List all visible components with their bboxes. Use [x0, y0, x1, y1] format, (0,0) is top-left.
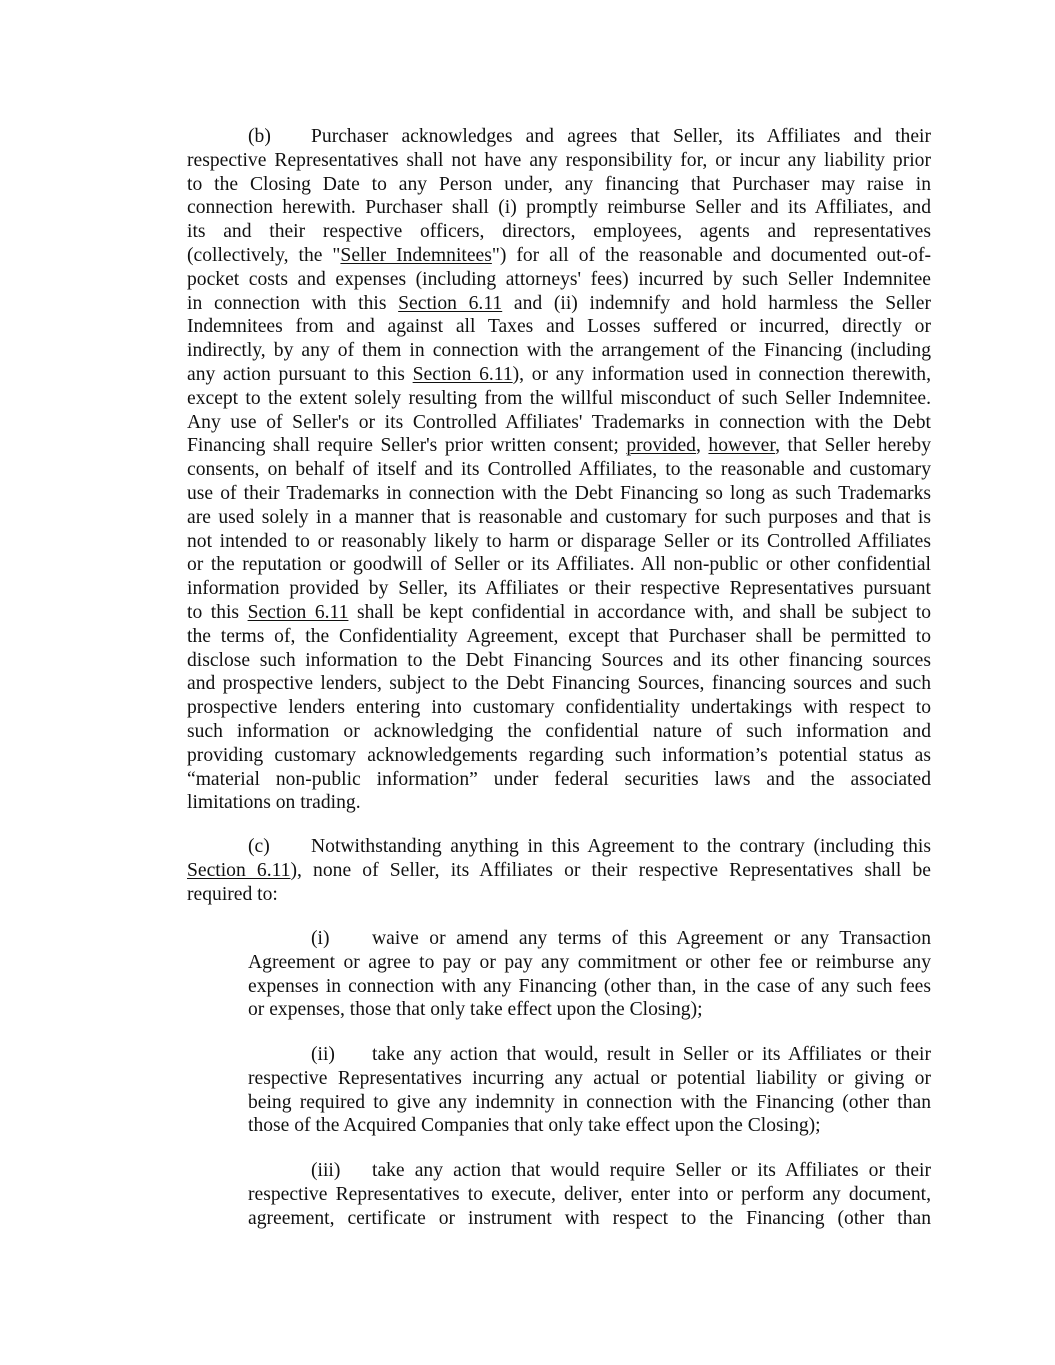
text-line: or the reputation or goodwill of Seller or its Affiliates. All non-public or other confidential: [187, 554, 931, 576]
text-line: its and their respective officers, directors, employees, agents and representatives: [187, 221, 931, 243]
text-line: respective Representatives incurring any actual or potential liability or giving or: [248, 1067, 931, 1089]
text-line: use of their Trademarks in connection with the Debt Financing so long as such Trademarks: [187, 482, 931, 504]
text-line: respective Representatives shall not have any responsibility for, or incur any liability prior: [187, 149, 931, 171]
text-line: any action pursuant to this Section 6.11), or any information used in connection therewith,: [187, 363, 932, 385]
underlined-term: Section 6.11: [247, 601, 349, 623]
text-line: Any use of Seller's or its Controlled Affiliates' Trademarks in connection with the Debt: [187, 411, 931, 433]
text-line: in connection with this Section 6.11 and (ii) indemnify and hold harmless the Seller: [187, 292, 931, 314]
text-line: being required to give any indemnity in connection with the Financing (other than: [248, 1091, 931, 1113]
paragraph-b: [187, 125, 931, 815]
paragraph-label: (i): [311, 928, 330, 949]
text-line: pocket costs and expenses (including attorneys' fees) incurred by such Seller Indemnitee: [187, 268, 931, 290]
text-line: [248, 927, 931, 951]
paragraph-label: (b): [248, 126, 271, 147]
text-line: Financing shall require Seller's prior written consent; provided, however, that Seller hereby: [187, 435, 931, 457]
paragraph-label: (c): [248, 836, 270, 857]
underlined-term: Section 6.11: [412, 363, 513, 385]
text-line: (collectively, the "Seller Indemnitees") for all of the reasonable and documented out-of-: [187, 244, 932, 266]
text-line: [248, 1159, 931, 1183]
text-line: disclose such information to the Debt Financing Sources and its other financing sources: [187, 649, 931, 671]
text-line: Section 6.11), none of Seller, its Affiliates or their respective Representatives shall be: [187, 859, 932, 881]
text-line: expenses in connection with any Financing (other than, in the case of any such fees: [248, 975, 931, 997]
text-line: consents, on behalf of itself and its Controlled Affiliates, to the reasonable and customary: [187, 459, 931, 481]
text-line: prospective lenders entering into customary confidentiality undertakings with respect to: [187, 697, 931, 719]
text-line: providing customary acknowledgements regarding such information’s potential status as: [187, 744, 931, 766]
text-line: not intended to or reasonably likely to harm or disparage Seller or its Controlled Affiliates: [187, 530, 931, 552]
text-line: required to:: [187, 883, 278, 905]
text-line: [187, 835, 931, 859]
text-line: or expenses, those that only take effect upon the Closing);: [248, 999, 703, 1021]
paragraph-first-line: take any action that would require Seller or its Affiliates or their: [372, 1160, 931, 1181]
paragraph-c: [187, 835, 931, 906]
underlined-term: Section 6.11: [187, 859, 291, 881]
text-line: to this Section 6.11 shall be kept confidential in accordance with, and shall be subject to: [187, 601, 931, 623]
text-line: Agreement or agree to pay or pay any commitment or other fee or reimburse any: [248, 951, 931, 973]
paragraph-label: (ii): [311, 1044, 335, 1065]
text-line: agreement, certificate or instrument with respect to the Financing (other than: [248, 1207, 931, 1229]
underlined-term: Seller Indemnitees: [340, 244, 492, 266]
text-line: to the Closing Date to any Person under, any financing that Purchaser may raise in: [187, 173, 931, 195]
paragraph-i: [248, 927, 931, 1022]
text-line: Indemnitees from and against all Taxes and Losses suffered or incurred, directly or: [187, 316, 931, 338]
text-line: except to the extent solely resulting from the willful misconduct of such Seller Indemnitee.: [187, 387, 931, 409]
underlined-term: Section 6.11: [398, 292, 503, 314]
text-line: and prospective lenders, subject to the Debt Financing Sources, financing sources and such: [187, 673, 931, 695]
paragraph-ii: [248, 1043, 931, 1138]
underlined-term: provided: [626, 435, 696, 457]
paragraph-first-line: Purchaser acknowledges and agrees that Seller, its Affiliates and their: [311, 126, 931, 147]
text-line: such information or acknowledging the confidential nature of such information and: [187, 720, 931, 742]
paragraph-label: (iii): [311, 1160, 341, 1181]
text-line: “material non-public information” under federal securities laws and the associated: [187, 768, 931, 790]
text-line: connection herewith. Purchaser shall (i) promptly reimburse Seller and its Affiliates, and: [187, 197, 931, 219]
text-line: [248, 1043, 931, 1067]
text-line: are used solely in a manner that is reasonable and customary for such purposes and that is: [187, 506, 931, 528]
text-line: respective Representatives to execute, deliver, enter into or perform any document,: [248, 1183, 931, 1205]
text-line: those of the Acquired Companies that only take effect upon the Closing);: [248, 1115, 821, 1137]
paragraph-first-line: take any action that would, result in Seller or its Affiliates or their: [372, 1044, 931, 1065]
text-line: limitations on trading.: [187, 792, 361, 814]
text-line: the terms of, the Confidentiality Agreement, except that Purchaser shall be permitted to: [187, 625, 931, 647]
underlined-term: however: [708, 435, 776, 457]
text-line: information provided by Seller, its Affiliates or their respective Representatives pursuant: [187, 578, 931, 600]
text-line: [187, 125, 931, 149]
paragraph-first-line: waive or amend any terms of this Agreement or any Transaction: [372, 928, 931, 949]
paragraph-first-line: Notwithstanding anything in this Agreement to the contrary (including this: [311, 836, 931, 857]
paragraph-iii: [248, 1159, 931, 1230]
text-line: indirectly, by any of them in connection with the arrangement of the Financing (including: [187, 340, 931, 362]
